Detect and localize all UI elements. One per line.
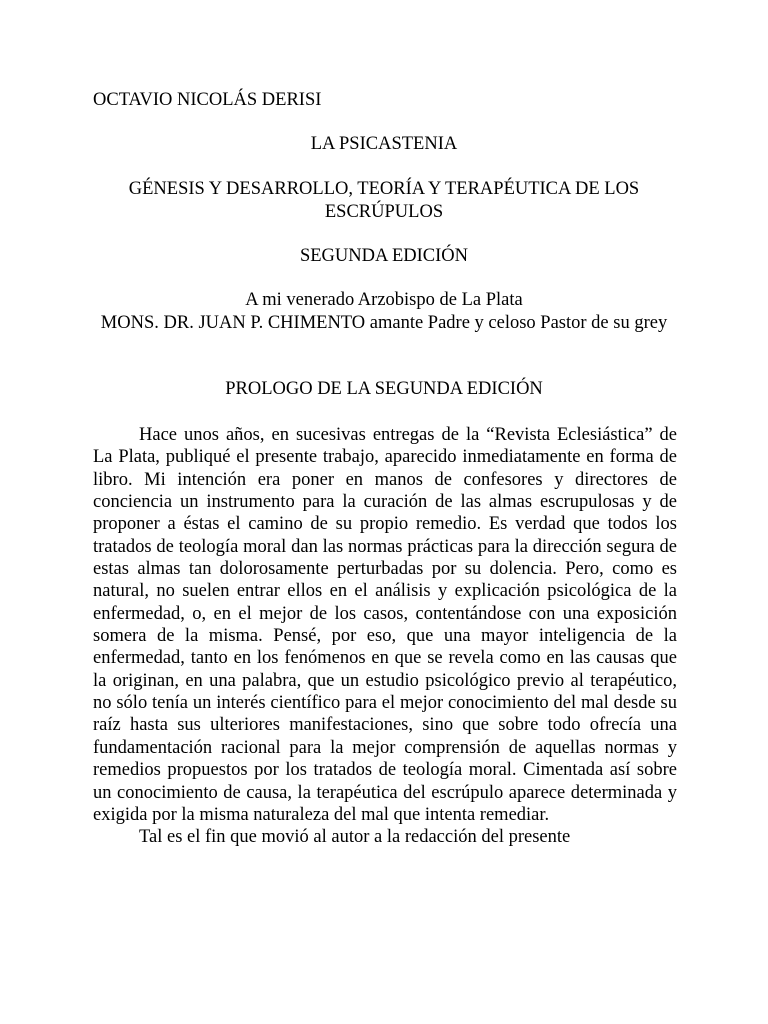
prologue-body	[93, 424, 677, 849]
prologue-heading: PROLOGO DE LA SEGUNDA EDICIÓN	[225, 379, 543, 399]
dedication-line-2: MONS. DR. JUAN P. CHIMENTO amante Padre y celoso Pastor de su grey	[100, 313, 668, 333]
book-subtitle: GÉNESIS Y DESARROLLO, TEORÍA Y TERAPÉUTICA DE LOS ESCRÚPULOS	[128, 179, 640, 222]
edition-label: SEGUNDA EDICIÓN	[299, 246, 469, 266]
book-title: LA PSICASTENIA	[310, 134, 458, 154]
author-name: OCTAVIO NICOLÁS DERISI	[93, 90, 322, 110]
paragraph: Hace unos años, en sucesivas entregas de la “Revista Eclesiástica” de La Plata, publiqué el presente trabajo, aparecido inmediatamente en forma de libro. Mi intención era poner en manos de confesores y directores de conciencia un instrumento para la curación de las almas escrupulosas y de proponer a éstas el camino de su propio remedio. Es verdad que todos los tratados de teología moral dan las normas prácticas para la dirección segura de estas almas tan dolorosamente perturbadas por su dolencia. Pero, como es natural, no suelen entrar ellos en el análisis y explicación psicológica de la enfermedad, o, en el mejor de los casos, contentándose con una exposición somera de la misma. Pensé, por eso, que una mayor inteligencia de la enfermedad, tanto en los fenómenos en que se revela como en las causas que la originan, en una palabra, que un estudio psicológico previo al terapéutico, no sólo tenía un interés científico para el mejor conocimiento del mal desde su raíz hasta sus ulteriores manifestaciones, sino que sobre todo ofrecía una fundamentación racional para la mejor comprensión de aquellas normas y remedios propuestos por los tratados de teología moral. Cimentada así sobre un conocimiento de causa, la terapéutica del escrúpulo aparece determinada y exigida por la misma naturaleza del mal que intenta remediar.	[93, 425, 677, 825]
dedication-line-1: A mi venerado Arzobispo de La Plata	[245, 290, 523, 310]
paragraph: Tal es el fin que movió al autor a la redacción del presente	[139, 827, 571, 848]
